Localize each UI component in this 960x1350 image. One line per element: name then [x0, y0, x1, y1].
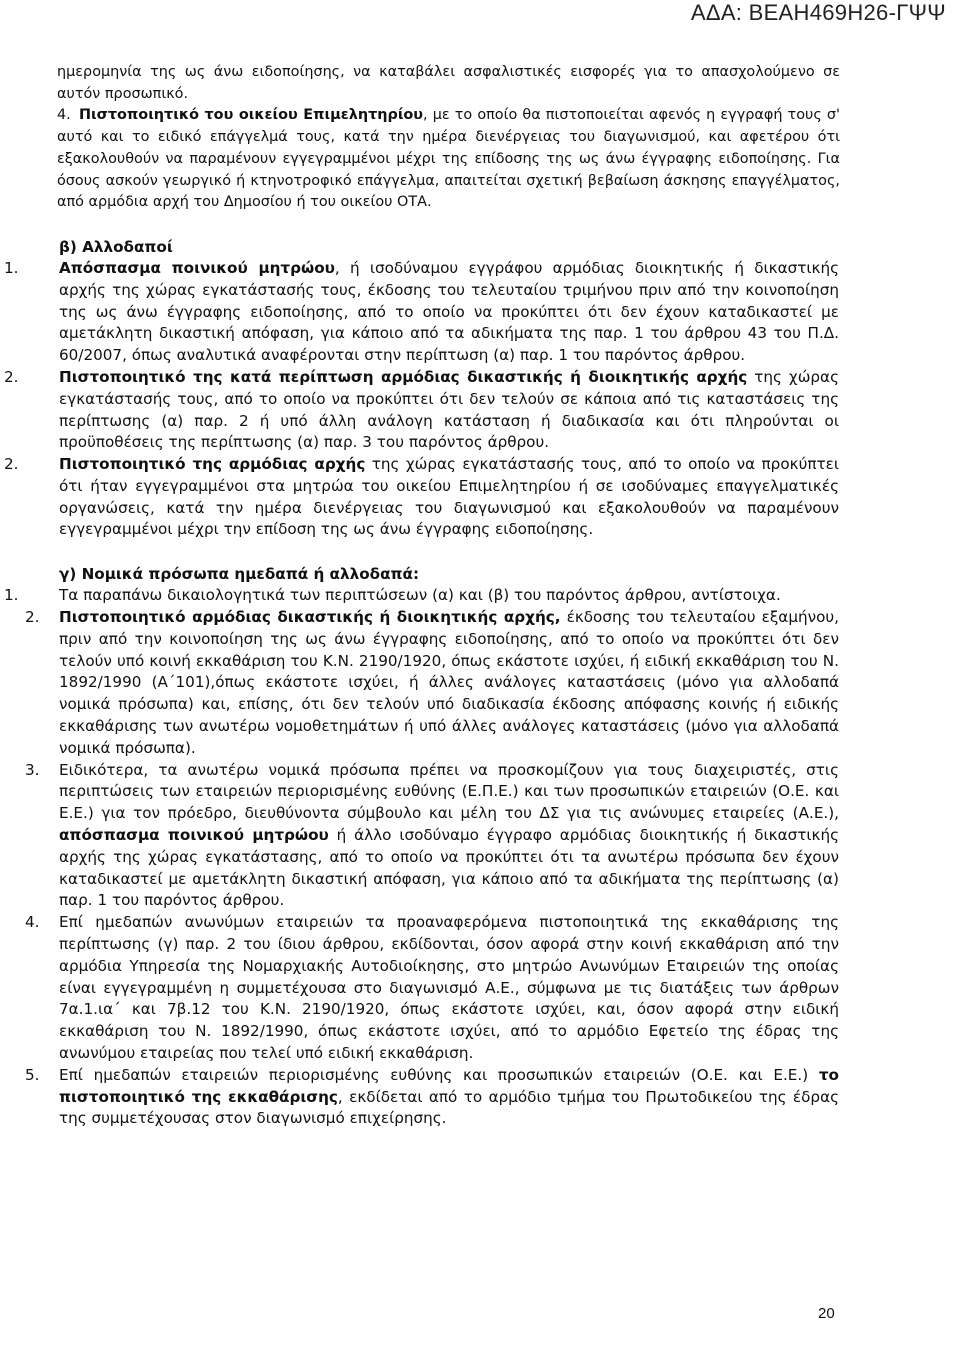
item-number: 4. — [25, 913, 40, 932]
item-number: 1. — [4, 258, 19, 277]
item-number: 1. — [4, 586, 19, 605]
item-bold: απόσπασμα ποινικού μητρώου — [59, 826, 329, 845]
item-bold: Πιστοποιητικό της κατά περίπτωση αρμόδιας δικαστικής ή διοικητικής αρχής — [59, 367, 748, 386]
intro-text: ημερομηνία της ως άνω ειδοποίησης, να καταβάλει ασφαλιστικές εισφορές για το απασχολούμενο σε αυτόν προσωπικό. — [57, 64, 840, 102]
section-c-item-2 — [0, 607, 960, 760]
item-4-text: , με το οποίο θα πιστοποιείται αφενός η εγγραφή τους σ' αυτό και το ειδικό επάγγελμά τους, κατά την ημέρα διενέργειας του διαγωνισμού, και αφετέρου ότι εξακολουθούν να παραμένουν εγγεγραμμένοι μέχρι της επίδοσης της ως άνω έγγραφης ειδοποίησης. Για όσους ασκούν γεωργικό ή κτηνοτροφικό επάγγελμα, απαιτείται σχετική βεβαίωση άσκησης επαγγέλματος, από αρμόδια αρχή του Δημοσίου ή του οικείου ΟΤΑ. — [57, 107, 840, 211]
item-4-number: 4. — [57, 107, 71, 124]
item-text-2: ή άλλο ισοδύναμο έγγραφο αρμόδιας διοικητικής ή δικαστικής αρχής της χώρας εγκατάστασης, από το οποίο να προκύπτει ότι τα ανωτέρω πρόσωπα δεν έχουν καταδικαστεί με αμετάκλητη δικαστική απόφαση, για κάποιο από τα αδικήματα της περίπτωσης (α) παρ. 1 του παρόντος άρθρου. — [59, 826, 839, 910]
item-text: Ειδικότερα, τα ανωτέρω νομικά πρόσωπα πρέπει να προσκομίζουν για τους διαχειριστές, στις περιπτώσεις των εταιρειών περιορισμένης ευθύνης (Ε.Π.Ε.) και των προσωπικών εταιρειών (Ο.Ε. και Ε.Ε.) για τον πρόεδρο, διευθύνοντα σύμβουλο και μέλη του ΔΣ για τις ανώνυμες εταιρείες (Α.Ε.), — [59, 760, 839, 823]
item-bold: Πιστοποιητικό της αρμόδιας αρχής — [59, 455, 366, 474]
item-text-2: , εκδίδεται από το αρμόδιο τμήμα του Πρωτοδικείου της έδρας της συμμετέχουσας στον διαγωνισμό επιχείρησης. — [59, 1087, 839, 1128]
item-bold: Απόσπασμα ποινικού μητρώου — [59, 258, 335, 277]
section-c-item-3 — [0, 760, 960, 913]
item-number: 2. — [4, 455, 19, 474]
item-text: Τα παραπάνω δικαιολογητικά των περιπτώσεων (α) και (β) του παρόντος άρθρου, αντίστοιχα. — [59, 586, 781, 605]
document-body — [0, 62, 960, 1130]
section-b-item-3 — [0, 454, 960, 541]
item-4 — [0, 105, 960, 214]
item-number: 2. — [25, 608, 40, 627]
section-b-heading: β) Αλλοδαποί — [59, 237, 173, 256]
item-text: της χώρας εγκατάστασής τους, από το οποίο να προκύπτει ότι δεν τελούν σε κάποια από τις καταστάσεις της περίπτωσης (α) παρ. 2 ή υπό άλλη ανάλογη κατάσταση ή διαδικασία και ότι πληρούνται οι προϋποθέσεις της περίπτωσης (α) παρ. 3 του παρόντος άρθρου. — [59, 367, 839, 452]
intro-paragraph — [0, 62, 960, 105]
item-text: , ή ισοδύναμου εγγράφου αρμόδιας διοικητικής ή δικαστικής αρχής της χώρας εγκατάστασής τους, έκδοσης του τελευταίου τριμήνου πριν από την κοινοποίηση της ως άνω έγγραφης ειδοποίησης, από το οποίο να προκύπτει ότι δεν έχουν καταδικαστεί με αμετάκλητη δικαστική απόφαση, για κάποιο από τα αδικήματα της παρ. 1 του άρθρου 43 του Π.Δ. 60/2007, όπως αναλυτικά αναφέρονται στην περίπτωση (α) παρ. 1 του παρόντος άρθρου. — [59, 258, 839, 365]
item-text: έκδοσης του τελευταίου εξαμήνου, πριν από την κοινοποίηση της ως άνω έγγραφης ειδοποίησης, από το οποίο να προκύπτει ότι δεν τελούν υπό κοινή εκκαθάριση του Κ.Ν. 2190/1920, όπως εκάστοτε ισχύει, ή ειδική εκκαθάριση του Ν. 1892/1990 (Α΄101),όπως εκάστοτε ισχύει, ή άλλες ανάλογες καταστάσεις (μόνο για αλλοδαπά νομικά πρόσωπα) και, επίσης, ότι δεν τελούν υπό διαδικασία έκδοσης απόφασης κοινής ή ειδικής εκκαθάρισης των ανωτέρω νομοθετημάτων ή υπό άλλες ανάλογες καταστάσεις (μόνο για αλλοδαπά νομικά πρόσωπα). — [59, 608, 840, 757]
section-b-item-2 — [0, 367, 960, 454]
section-b-item-1 — [0, 258, 960, 367]
item-text: Επί ημεδαπών εταιρειών περιορισμένης ευθύνης και προσωπικών εταιρειών (Ο.Ε. και Ε.Ε.) — [59, 1065, 819, 1084]
item-number: 2. — [4, 367, 19, 386]
section-c-item-5 — [0, 1065, 960, 1130]
section-c-item-4 — [0, 912, 960, 1065]
item-bold: το πιστοποιητικό της εκκαθάρισης — [59, 1065, 839, 1106]
section-c-item-1 — [0, 585, 960, 607]
item-number: 3. — [25, 760, 40, 779]
ada-code: ΑΔΑ: ΒΕΑΗ469Η26-ΓΨΨ — [690, 0, 946, 25]
page-number: 20 — [818, 1305, 835, 1322]
item-bold: Πιστοποιητικό αρμόδιας δικαστικής ή διοικητικής αρχής, — [59, 608, 561, 627]
item-text: Επί ημεδαπών ανωνύμων εταιρειών τα προαναφερόμενα πιστοποιητικά της εκκαθάρισης της περίπτωσης (γ) παρ. 2 του ίδιου άρθρου, εκδίδονται, όσον αφορά στην κοινή εκκαθάριση από την αρμόδια Υπηρεσία της Νομαρχιακής Αυτοδιοίκησης, στο μητρώο Ανωνύμων Εταιρειών της οποίας είναι εγγεγραμμένη η συμμετέχουσα στο διαγωνισμό Α.Ε., σύμφωνα με τις διατάξεις των άρθρων 7α.1.ια΄ και 7β.12 του Κ.Ν. 2190/1920, όπως εκάστοτε ισχύει, και, όσον αφορά στην ειδική εκκαθάριση του Ν. 1892/1990, όπως εκάστοτε ισχύει, από το αρμόδιο Εφετείο της έδρας της ανωνύμου εταιρείας που τελεί υπό ειδική εκκαθάριση. — [59, 913, 839, 1063]
section-c-heading: γ) Νομικά πρόσωπα ημεδαπά ή αλλοδαπά: — [59, 565, 420, 584]
item-text: της χώρας εγκατάστασής τους, από το οποίο να προκύπτει ότι ήταν εγγεγραμμένοι στα μητρώα του οικείου Επιμελητηρίου ή σε ισοδύναμες επαγγελματικές οργανώσεις, κατά την ημέρα διενέργειας του διαγωνισμού και εξακολουθούν να παραμένουν εγγεγραμμένοι μέχρι την επίδοση της ως άνω έγγραφης ειδοποίησης. — [59, 455, 839, 539]
item-4-bold: Πιστοποιητικό του οικείου Επιμελητηρίου — [79, 107, 424, 124]
item-number: 5. — [25, 1065, 40, 1084]
